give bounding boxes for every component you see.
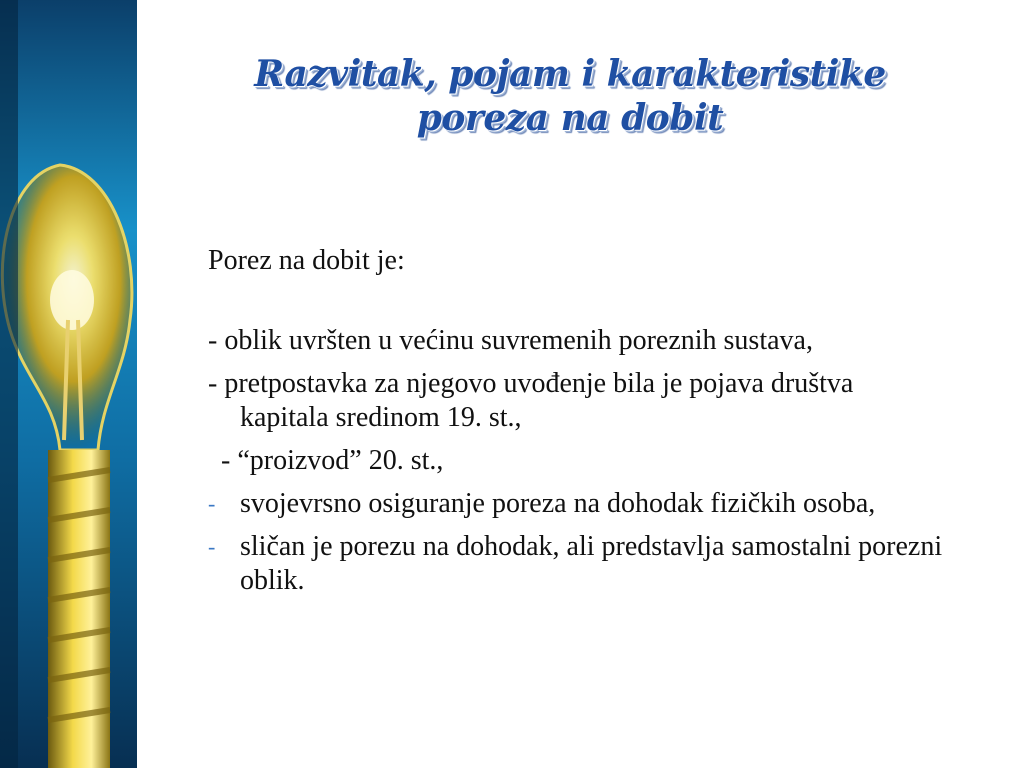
slide-title-line-1: Razvitak, pojam i karakteristike xyxy=(254,53,886,95)
paragraph-2: - pretpostavka za njegovo uvođenje bila je pojava društva kapitala sredinom 19. st., xyxy=(208,368,854,433)
light-bulb-icon xyxy=(0,0,137,768)
bullet-item-2 xyxy=(208,530,948,598)
paragraph-3: - “proizvod” 20. st., xyxy=(214,445,444,476)
bullet-marker: - xyxy=(208,534,216,559)
slide-body xyxy=(208,244,948,607)
bullet-text-2: sličan je porezu na dohodak, ali predstavlja samostalni porezni oblik. xyxy=(240,531,943,596)
bullet-item-1 xyxy=(208,487,948,521)
paragraph-1: - oblik uvršten u većinu suvremenih poreznih sustava, xyxy=(208,325,813,356)
intro-text: Porez na dobit je: xyxy=(208,245,405,276)
bullet-text-1: svojevrsno osiguranje poreza na dohodak fizičkih osoba, xyxy=(240,488,876,519)
light-bulb-image xyxy=(0,0,137,768)
bullet-marker: - xyxy=(208,491,216,516)
slide-title-line-2: poreza na dobit xyxy=(416,97,724,139)
slide-title xyxy=(190,52,950,140)
